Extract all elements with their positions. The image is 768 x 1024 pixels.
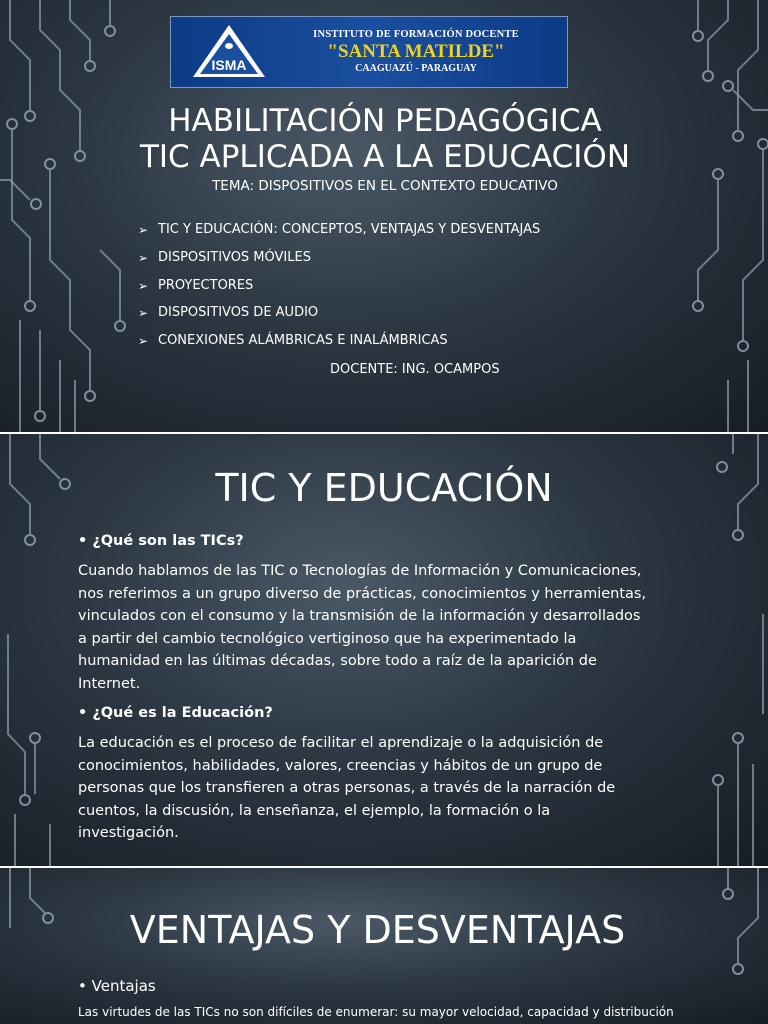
slide-2-title: TIC Y EDUCACIÓN — [215, 466, 553, 510]
paragraph-line: investigación. — [78, 825, 179, 841]
topic-label: CONEXIONES ALÁMBRICAS E INALÁMBRICAS — [158, 333, 448, 349]
teacher-credit: DOCENTE: ING. OCAMPOS — [330, 362, 500, 377]
logo-emblem-icon — [225, 43, 233, 49]
slide-1-title — [60, 103, 710, 175]
paragraph-2 — [78, 732, 678, 845]
list-item — [138, 276, 540, 304]
paragraph-line: a partir del cambio tecnológico vertiginoso que ha experimentado la — [78, 630, 577, 647]
topic-label: DISPOSITIVOS DE AUDIO — [158, 305, 319, 321]
paragraph-line: conocimientos, habilidades, valores, creencias y hábitos de un grupo de — [78, 757, 603, 774]
paragraph-line: vinculados con el consumo y la transmisión de la información y desarrollados — [78, 608, 641, 624]
logo-institute-name: INSTITUTO DE FORMACIÓN DOCENTE — [313, 29, 519, 40]
institute-logo — [170, 16, 568, 88]
paragraph-line: La educación es el proceso de facilitar el aprendizaje o la adquisición de — [78, 735, 604, 751]
title-line-2: TIC APLICADA A LA EDUCACIÓN — [139, 139, 631, 175]
slide-1 — [0, 0, 768, 432]
arrowhead-bullet-icon: ➢ — [138, 223, 149, 237]
paragraph-line: cuentos, la discusión, la enseñanza, el ejemplo, la formación o la — [78, 802, 551, 819]
slide-3-title: VENTAJAS Y DESVENTAJAS — [129, 908, 626, 952]
logo-school-name: "SANTA MATILDE" — [327, 41, 505, 62]
paragraph-line: humanidad en las últimas décadas, sobre todo a raíz de la aparición de — [78, 653, 597, 669]
paragraph-1 — [78, 560, 678, 695]
question-1 — [78, 530, 678, 553]
ventajas-text: Las virtudes de las TICs no son difíciles de enumerar: su mayor velocidad, capacidad y distribución — [78, 1005, 674, 1019]
topics-list — [138, 220, 540, 359]
slide-1-subtitle: TEMA: DISPOSITIVOS EN EL CONTEXTO EDUCATIVO — [212, 178, 558, 194]
title-line-1: HABILITACIÓN PEDAGÓGICA — [168, 103, 602, 139]
logo-location: CAAGUAZÚ - PARAGUAY — [355, 63, 477, 74]
logo-acronym: ISMA — [211, 57, 247, 73]
circuit-decoration-right — [618, 0, 768, 432]
paragraph-line: nos referimos a un grupo diverso de prácticas, conocimientos y herramientas, — [78, 585, 647, 602]
arrowhead-bullet-icon: ➢ — [138, 278, 149, 293]
list-item — [138, 331, 540, 359]
ventajas-bullet: • Ventajas — [78, 977, 156, 995]
arrowhead-bullet-icon: ➢ — [138, 334, 149, 349]
paragraph-line: Cuando hablamos de las TIC o Tecnologías de Información y Comunicaciones, — [78, 563, 642, 579]
question-heading: • ¿Qué son las TICs? — [78, 533, 244, 549]
arrowhead-bullet-icon: ➢ — [138, 306, 149, 321]
arrowhead-bullet-icon: ➢ — [138, 250, 149, 265]
paragraph-line: Internet. — [78, 675, 141, 692]
list-item — [138, 220, 540, 248]
topic-label: TIC Y EDUCACIÓN: CONCEPTOS, VENTAJAS Y DESVENTAJAS — [158, 222, 541, 237]
slide-2 — [0, 434, 768, 866]
paragraph-line: personas que los transfieren a otras personas, a través de la narración de — [78, 780, 616, 796]
topic-label: DISPOSITIVOS MÓVILES — [158, 249, 311, 265]
list-item — [138, 248, 540, 276]
topic-label: PROYECTORES — [158, 277, 254, 293]
circuit-decoration-left — [0, 0, 140, 432]
list-item — [138, 303, 540, 331]
question-2 — [78, 702, 678, 725]
question-heading: • ¿Qué es la Educación? — [78, 705, 273, 721]
